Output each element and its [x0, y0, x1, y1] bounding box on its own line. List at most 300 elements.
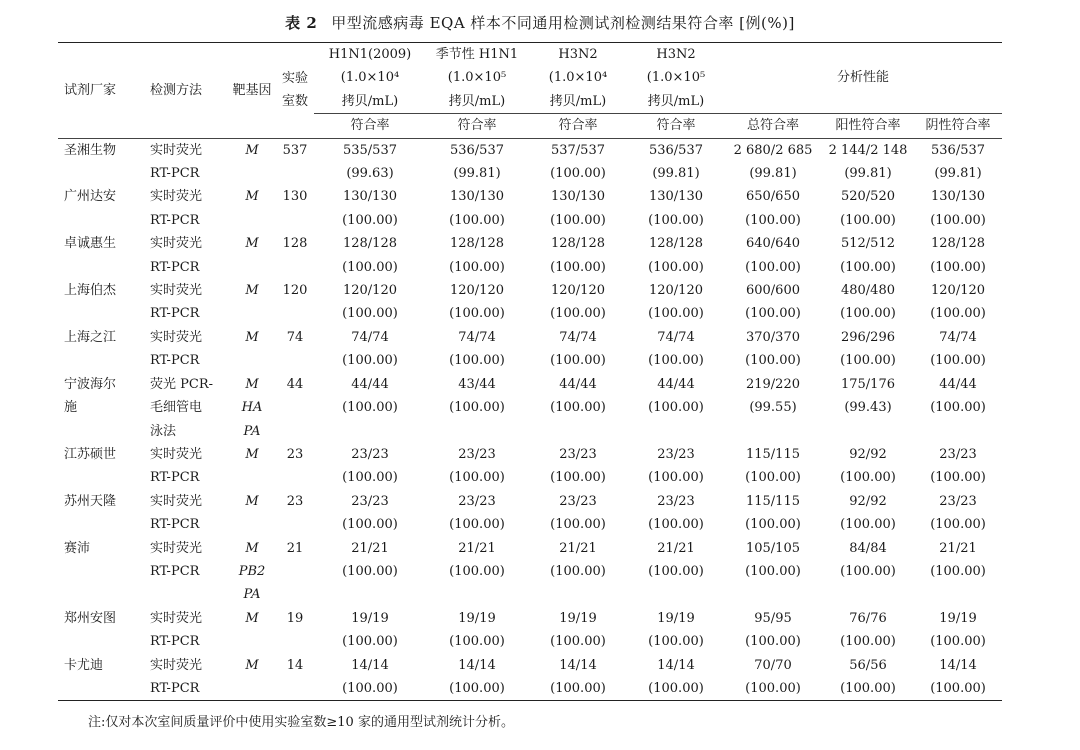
agreement-count: 19/19 — [559, 610, 597, 626]
agreement-count: 92/92 — [849, 493, 887, 509]
method-name: 泳法 — [150, 423, 177, 439]
agreement-percent: (100.00) — [745, 517, 801, 533]
agreement-percent: (100.00) — [745, 306, 801, 322]
agreement-count: 128/128 — [648, 236, 703, 252]
method-cell — [144, 443, 228, 490]
col-header-vendor: 试剂厂家 — [58, 43, 144, 139]
agreement-count: 128/128 — [449, 236, 504, 252]
method-name: 实时荧光 — [150, 236, 203, 252]
table-row — [58, 373, 1002, 443]
col-header-agreement: 符合率 — [426, 114, 528, 138]
sample-concentration: (1.0×10⁵ — [447, 70, 507, 86]
method-name: 毛细管电 — [150, 400, 203, 416]
target-gene: PA — [243, 587, 261, 603]
agreement-percent: (100.00) — [342, 470, 398, 486]
agreement-percent: (100.00) — [745, 563, 801, 579]
agreement-percent: (100.00) — [550, 680, 606, 696]
agreement-percent: (99.81) — [749, 166, 797, 182]
sample-unit: 拷贝/mL) — [341, 93, 399, 109]
result-cell — [528, 279, 628, 326]
col-header-negative-agreement: 阴性符合率 — [914, 114, 1002, 138]
agreement-percent: (100.00) — [930, 400, 986, 416]
agreement-percent: (100.00) — [449, 400, 505, 416]
agreement-percent: (99.81) — [844, 166, 892, 182]
vendor-name: 卓诚惠生 — [64, 236, 117, 252]
method-name: 实时荧光 — [150, 610, 203, 626]
agreement-percent: (100.00) — [550, 400, 606, 416]
result-cell — [426, 279, 528, 326]
result-cell — [426, 537, 528, 607]
method-name: 实时荧光 — [150, 189, 203, 205]
col-header-total-agreement: 总符合率 — [724, 114, 822, 138]
agreement-count: 370/370 — [745, 329, 800, 345]
agreement-percent: (100.00) — [449, 306, 505, 322]
agreement-percent: (100.00) — [930, 259, 986, 275]
result-cell — [314, 443, 426, 490]
method-name: RT-PCR — [150, 259, 200, 275]
agreement-count: 21/21 — [351, 540, 389, 556]
result-cell — [528, 232, 628, 279]
agreement-percent: (100.00) — [550, 353, 606, 369]
agreement-count: 2 144/2 148 — [828, 142, 908, 158]
result-cell — [314, 373, 426, 443]
vendor-cell — [58, 185, 144, 232]
agreement-percent: (100.00) — [648, 680, 704, 696]
agreement-count: 23/23 — [657, 493, 695, 509]
vendor-cell — [58, 279, 144, 326]
agreement-count: 21/21 — [458, 540, 496, 556]
agreement-percent: (100.00) — [745, 212, 801, 228]
result-cell — [426, 654, 528, 701]
target-gene-cell — [228, 373, 276, 443]
agreement-count: 120/120 — [648, 283, 703, 299]
method-name: RT-PCR — [150, 470, 200, 486]
target-gene: M — [245, 189, 259, 205]
result-cell — [426, 373, 528, 443]
col-header-labs — [276, 43, 314, 139]
method-cell — [144, 232, 228, 279]
method-name: 实时荧光 — [150, 329, 203, 345]
target-gene: M — [245, 657, 259, 673]
agreement-percent: (100.00) — [550, 259, 606, 275]
agreement-percent: (100.00) — [930, 212, 986, 228]
sample-unit: 拷贝/mL) — [647, 93, 705, 109]
agreement-count: 130/130 — [550, 189, 605, 205]
agreement-percent: (100.00) — [342, 563, 398, 579]
result-cell — [914, 607, 1002, 654]
result-cell — [914, 654, 1002, 701]
result-cell — [528, 490, 628, 537]
vendor-name: 上海伯杰 — [64, 283, 117, 299]
agreement-count: 74/74 — [458, 329, 496, 345]
result-cell — [426, 138, 528, 185]
agreement-percent: (100.00) — [840, 517, 896, 533]
agreement-percent: (100.00) — [840, 470, 896, 486]
target-gene-cell — [228, 537, 276, 607]
result-cell — [822, 443, 914, 490]
result-cell — [724, 138, 822, 185]
result-cell — [528, 373, 628, 443]
agreement-percent: (99.63) — [346, 166, 394, 182]
agreement-percent: (100.00) — [745, 353, 801, 369]
agreement-count: 520/520 — [840, 189, 895, 205]
agreement-count: 23/23 — [939, 446, 977, 462]
agreement-percent: (99.55) — [749, 400, 797, 416]
result-cell — [822, 607, 914, 654]
agreement-count: 512/512 — [840, 236, 895, 252]
target-gene-cell — [228, 607, 276, 654]
agreement-count: 19/19 — [351, 610, 389, 626]
col-header-positive-agreement: 阳性符合率 — [822, 114, 914, 138]
result-cell — [528, 654, 628, 701]
agreement-percent: (100.00) — [648, 306, 704, 322]
lab-count-cell: 130 — [282, 189, 308, 205]
agreement-count: 23/23 — [458, 493, 496, 509]
table-footnote: 注:仅对本次室间质量评价中使用实验室数≥10 家的通用型试剂统计分析。 — [88, 715, 514, 730]
method-cell — [144, 138, 228, 185]
result-cell — [628, 232, 724, 279]
agreement-count: 115/115 — [745, 493, 800, 509]
sample-name: H1N1(2009) — [328, 47, 412, 62]
sample-unit: 拷贝/mL) — [549, 93, 607, 109]
col-header-sample-4 — [628, 43, 724, 114]
result-cell — [724, 607, 822, 654]
agreement-percent: (100.00) — [648, 259, 704, 275]
vendor-name: 江苏硕世 — [64, 446, 117, 462]
agreement-percent: (100.00) — [342, 634, 398, 650]
agreement-count: 23/23 — [559, 446, 597, 462]
table-number: 表 2 — [285, 14, 318, 32]
result-cell — [314, 607, 426, 654]
agreement-count: 14/14 — [559, 657, 597, 673]
agreement-percent: (100.00) — [840, 259, 896, 275]
result-cell — [314, 654, 426, 701]
agreement-percent: (99.81) — [453, 166, 501, 182]
vendor-cell — [58, 232, 144, 279]
agreement-count: 480/480 — [840, 283, 895, 299]
table-row — [58, 654, 1002, 701]
agreement-percent: (100.00) — [840, 353, 896, 369]
sample-concentration: (1.0×10⁴ — [548, 70, 608, 86]
col-header-agreement: 符合率 — [528, 114, 628, 138]
target-gene: M — [245, 540, 259, 556]
col-header-labs-line1: 实验 — [281, 70, 308, 86]
agreement-percent: (100.00) — [550, 563, 606, 579]
table-row — [58, 279, 1002, 326]
method-name: RT-PCR — [150, 680, 200, 696]
result-cell — [314, 138, 426, 185]
lab-count-cell: 23 — [286, 493, 304, 509]
target-gene: M — [245, 329, 259, 345]
agreement-percent: (100.00) — [342, 212, 398, 228]
lab-count-cell: 14 — [276, 654, 314, 701]
agreement-count: 84/84 — [849, 540, 887, 556]
vendor-cell — [58, 607, 144, 654]
method-name: 实时荧光 — [150, 283, 203, 299]
target-gene-cell — [228, 279, 276, 326]
vendor-name: 苏州天隆 — [64, 493, 117, 509]
table-row — [58, 185, 1002, 232]
sample-unit: 拷贝/mL) — [448, 93, 506, 109]
result-cell — [628, 607, 724, 654]
vendor-cell — [58, 373, 144, 443]
agreement-count: 43/44 — [458, 376, 496, 392]
result-cell — [914, 373, 1002, 443]
method-name: RT-PCR — [150, 563, 200, 579]
agreement-percent: (100.00) — [930, 634, 986, 650]
agreement-percent: (100.00) — [648, 353, 704, 369]
agreement-count: 128/128 — [342, 236, 397, 252]
target-gene: M — [245, 446, 259, 462]
target-gene-cell — [228, 185, 276, 232]
agreement-count: 19/19 — [939, 610, 977, 626]
header-row — [58, 43, 1002, 114]
sample-concentration: (1.0×10⁵ — [646, 70, 706, 86]
agreement-percent: (100.00) — [930, 517, 986, 533]
agreement-percent: (100.00) — [745, 634, 801, 650]
agreement-count: 74/74 — [939, 329, 977, 345]
agreement-count: 56/56 — [849, 657, 887, 673]
agreement-count: 296/296 — [840, 329, 895, 345]
agreement-percent: (100.00) — [648, 212, 704, 228]
agreement-percent: (100.00) — [930, 680, 986, 696]
agreement-count: 130/130 — [342, 189, 397, 205]
agreement-count: 74/74 — [351, 329, 389, 345]
agreement-percent: (100.00) — [449, 563, 505, 579]
result-cell — [528, 326, 628, 373]
table-body — [58, 138, 1002, 701]
agreement-count: 14/14 — [657, 657, 695, 673]
vendor-name: 郑州安图 — [64, 610, 117, 626]
agreement-count: 130/130 — [648, 189, 703, 205]
result-cell — [528, 138, 628, 185]
result-cell — [724, 373, 822, 443]
agreement-count: 19/19 — [657, 610, 695, 626]
target-gene-cell — [228, 654, 276, 701]
agreement-count: 14/14 — [939, 657, 977, 673]
agreement-count: 14/14 — [458, 657, 496, 673]
agreement-percent: (100.00) — [840, 212, 896, 228]
method-name: RT-PCR — [150, 353, 200, 369]
lab-count-cell: 120 — [282, 283, 308, 299]
agreement-percent: (100.00) — [550, 306, 606, 322]
agreement-percent: (100.00) — [342, 259, 398, 275]
method-cell — [144, 537, 228, 607]
result-cell — [822, 373, 914, 443]
result-cell — [628, 490, 724, 537]
result-cell — [628, 373, 724, 443]
agreement-percent: (100.00) — [648, 563, 704, 579]
result-cell — [822, 326, 914, 373]
agreement-count: 23/23 — [351, 446, 389, 462]
result-cell — [724, 326, 822, 373]
sample-concentration: (1.0×10⁴ — [340, 70, 400, 86]
result-cell — [528, 185, 628, 232]
agreement-count: 23/23 — [657, 446, 695, 462]
vendor-cell — [58, 654, 144, 701]
agreement-count: 115/115 — [745, 446, 800, 462]
table-row — [58, 326, 1002, 373]
target-gene: M — [245, 236, 259, 252]
result-cell — [628, 185, 724, 232]
vendor-cell — [58, 490, 144, 537]
method-name: RT-PCR — [150, 166, 200, 182]
lab-count-cell: 21 — [286, 540, 304, 556]
result-cell — [724, 537, 822, 607]
method-name: 实时荧光 — [150, 540, 203, 556]
table-row — [58, 607, 1002, 654]
results-table — [58, 42, 1002, 701]
agreement-percent: (100.00) — [449, 353, 505, 369]
agreement-count: 130/130 — [931, 189, 986, 205]
agreement-count: 44/44 — [939, 376, 977, 392]
agreement-count: 23/23 — [939, 493, 977, 509]
table-row — [58, 537, 1002, 607]
vendor-cell — [58, 326, 144, 373]
result-cell — [724, 279, 822, 326]
method-cell — [144, 279, 228, 326]
agreement-count: 23/23 — [351, 493, 389, 509]
vendor-name: 宁波海尔 — [64, 376, 117, 392]
result-cell — [724, 185, 822, 232]
agreement-percent: (100.00) — [550, 517, 606, 533]
agreement-percent: (100.00) — [342, 353, 398, 369]
lab-count-cell: 128 — [282, 236, 308, 252]
agreement-percent: (100.00) — [745, 470, 801, 486]
agreement-percent: (100.00) — [930, 563, 986, 579]
method-cell — [144, 185, 228, 232]
method-name: 实时荧光 — [150, 142, 203, 158]
vendor-name: 圣湘生物 — [64, 142, 117, 158]
col-header-labs-line2: 室数 — [281, 94, 308, 110]
agreement-count: 219/220 — [745, 376, 800, 392]
vendor-name: 施 — [64, 400, 78, 416]
result-cell — [822, 232, 914, 279]
result-cell — [314, 232, 426, 279]
agreement-count: 650/650 — [745, 189, 800, 205]
agreement-percent: (100.00) — [648, 634, 704, 650]
agreement-count: 44/44 — [559, 376, 597, 392]
agreement-percent: (100.00) — [930, 470, 986, 486]
agreement-percent: (100.00) — [840, 680, 896, 696]
result-cell — [628, 138, 724, 185]
result-cell — [724, 443, 822, 490]
sample-name: 季节性 H1N1 — [435, 47, 519, 62]
col-header-sample-2 — [426, 43, 528, 114]
method-name: RT-PCR — [150, 306, 200, 322]
agreement-percent: (100.00) — [449, 259, 505, 275]
agreement-count: 14/14 — [351, 657, 389, 673]
agreement-count: 70/70 — [754, 657, 792, 673]
agreement-percent: (100.00) — [342, 517, 398, 533]
agreement-count: 76/76 — [849, 610, 887, 626]
agreement-percent: (100.00) — [550, 634, 606, 650]
agreement-count: 175/176 — [840, 376, 895, 392]
col-header-target: 靶基因 — [228, 43, 276, 139]
agreement-count: 74/74 — [559, 329, 597, 345]
agreement-percent: (100.00) — [648, 517, 704, 533]
agreement-count: 21/21 — [559, 540, 597, 556]
agreement-count: 44/44 — [657, 376, 695, 392]
result-cell — [314, 490, 426, 537]
method-name: RT-PCR — [150, 517, 200, 533]
result-cell — [822, 279, 914, 326]
agreement-count: 640/640 — [745, 236, 800, 252]
table-row — [58, 490, 1002, 537]
agreement-count: 128/128 — [931, 236, 986, 252]
col-header-method: 检测方法 — [144, 43, 228, 139]
target-gene: PA — [243, 423, 261, 439]
agreement-count: 44/44 — [351, 376, 389, 392]
agreement-percent: (100.00) — [342, 680, 398, 696]
target-gene: M — [245, 610, 259, 626]
target-gene: HA — [241, 400, 263, 416]
vendor-name: 卡尤迪 — [64, 657, 104, 673]
agreement-percent: (100.00) — [840, 563, 896, 579]
result-cell — [822, 490, 914, 537]
vendor-cell — [58, 138, 144, 185]
result-cell — [314, 326, 426, 373]
agreement-percent: (100.00) — [342, 306, 398, 322]
agreement-percent: (100.00) — [449, 470, 505, 486]
result-cell — [628, 326, 724, 373]
agreement-count: 2 680/2 685 — [733, 142, 813, 158]
vendor-name: 上海之江 — [64, 329, 117, 345]
method-name: 实时荧光 — [150, 657, 203, 673]
target-gene-cell — [228, 443, 276, 490]
method-name: RT-PCR — [150, 212, 200, 228]
result-cell — [528, 537, 628, 607]
agreement-count: 535/537 — [342, 142, 397, 158]
agreement-count: 120/120 — [550, 283, 605, 299]
col-header-analysis: 分析性能 — [724, 43, 1002, 114]
agreement-count: 95/95 — [754, 610, 792, 626]
target-gene-cell — [228, 326, 276, 373]
method-name: RT-PCR — [150, 634, 200, 650]
agreement-percent: (100.00) — [745, 259, 801, 275]
col-header-sample-1 — [314, 43, 426, 114]
result-cell — [914, 232, 1002, 279]
result-cell — [724, 490, 822, 537]
result-cell — [914, 537, 1002, 607]
agreement-percent: (100.00) — [550, 212, 606, 228]
lab-count-cell: 23 — [286, 446, 304, 462]
lab-count-cell: 74 — [286, 329, 304, 345]
vendor-cell — [58, 537, 144, 607]
method-cell — [144, 607, 228, 654]
target-gene: M — [245, 283, 259, 299]
agreement-percent: (100.00) — [930, 353, 986, 369]
result-cell — [426, 232, 528, 279]
result-cell — [914, 326, 1002, 373]
agreement-count: 21/21 — [657, 540, 695, 556]
agreement-percent: (100.00) — [342, 400, 398, 416]
agreement-count: 536/537 — [931, 142, 986, 158]
result-cell — [426, 607, 528, 654]
agreement-count: 600/600 — [745, 283, 800, 299]
result-cell — [628, 279, 724, 326]
result-cell — [724, 654, 822, 701]
agreement-count: 21/21 — [939, 540, 977, 556]
col-header-sample-3 — [528, 43, 628, 114]
result-cell — [914, 185, 1002, 232]
agreement-percent: (100.00) — [648, 400, 704, 416]
result-cell — [314, 537, 426, 607]
agreement-percent: (100.00) — [449, 680, 505, 696]
agreement-percent: (99.81) — [934, 166, 982, 182]
result-cell — [314, 279, 426, 326]
method-name: 荧光 PCR- — [150, 376, 214, 392]
